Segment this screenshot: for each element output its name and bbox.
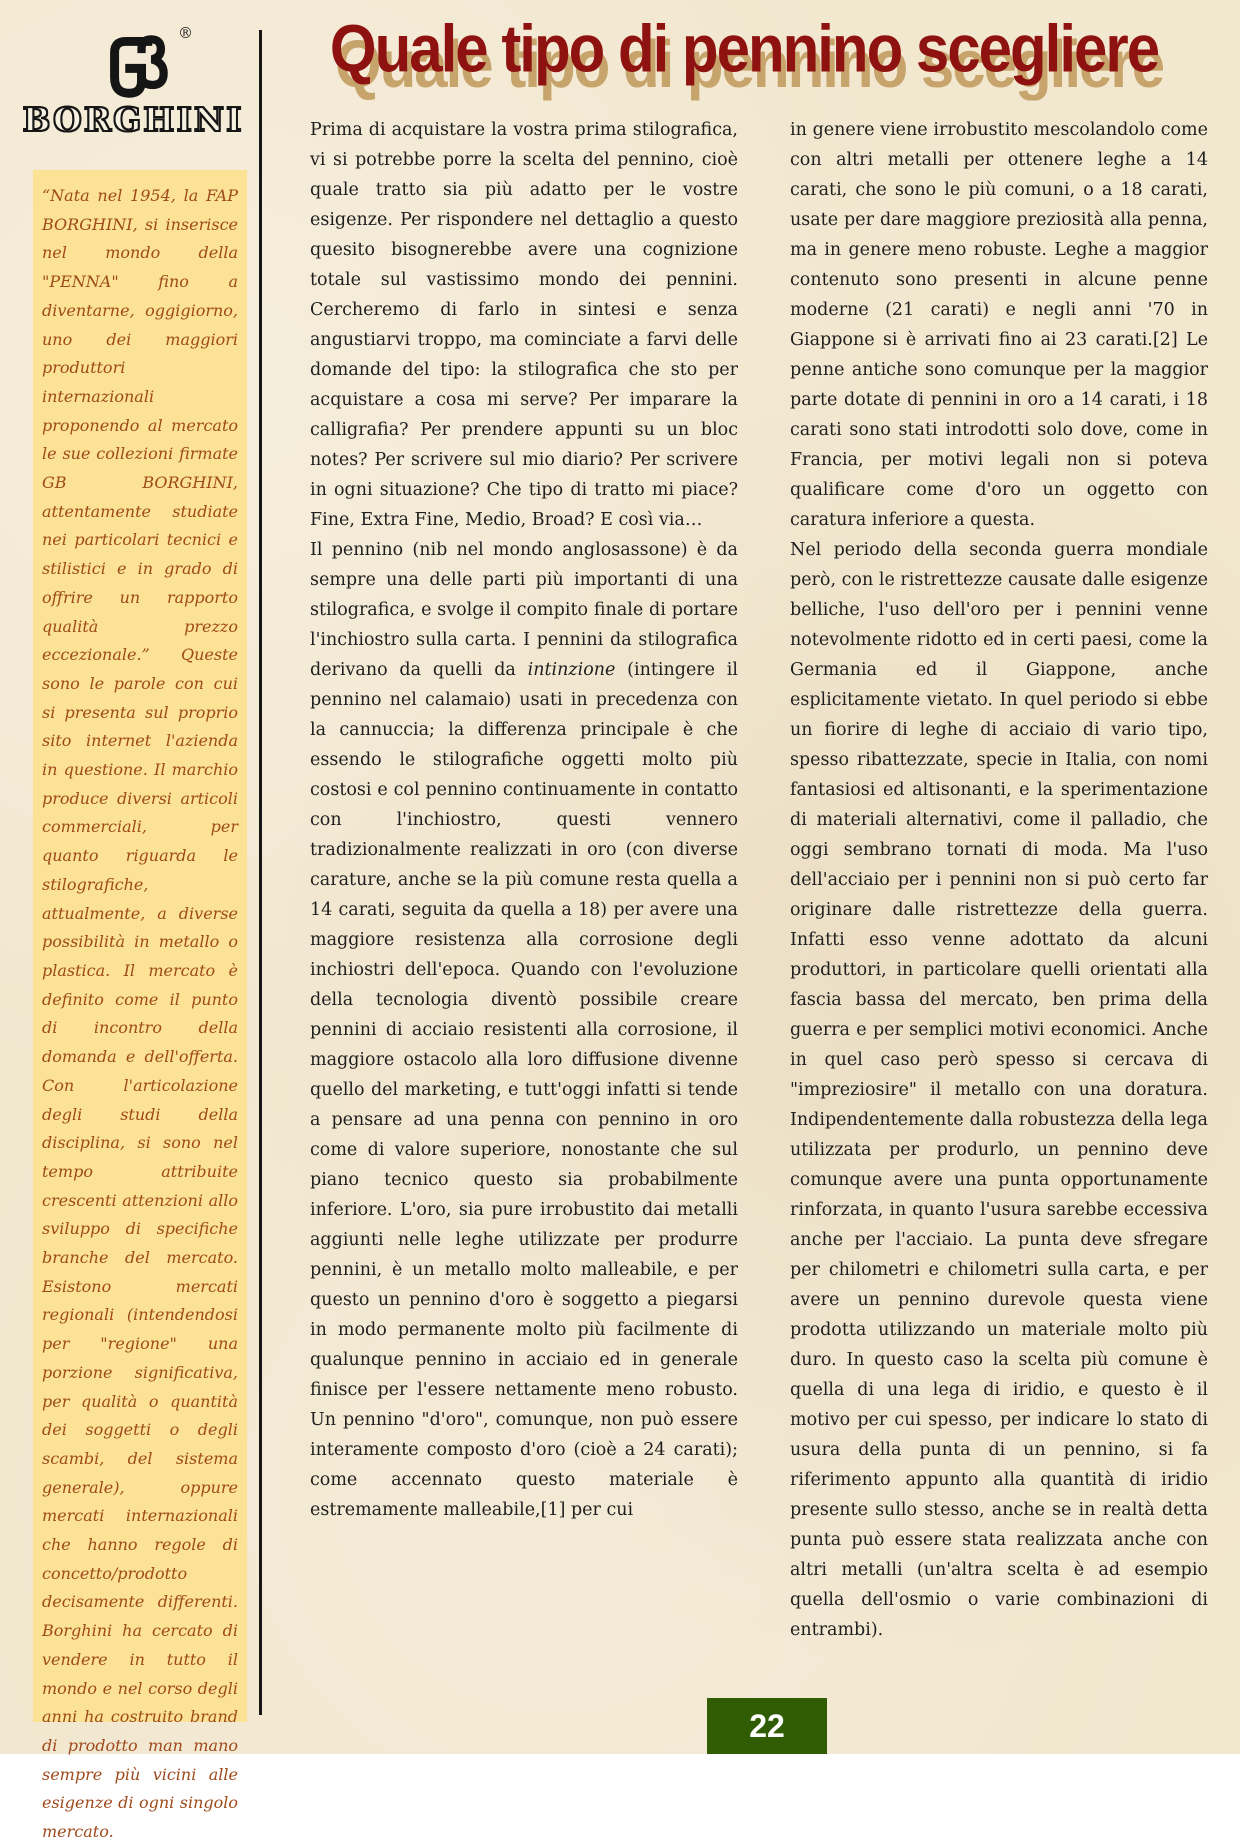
article-column-right xyxy=(790,115,1208,1645)
article-column-left xyxy=(310,115,738,1525)
paragraph-text: (intingere il pennino nel calamaio) usati in precedenza con la cannuccia; la differenza principale è che essendo le stilografiche oggetti molto più costosi e col pennino continuamente in contatto con l'inchiostro, questi vennero tradizionalmente realizzati in oro (con diverse carature, anche se la più comune resta quella a 14 carati, seguita da quella a 18) per avere una maggiore resistenza alla corrosione degli inchiostri dell'epoca. Quando con l'evoluzione della tecnologia diventò possibile creare pennini di acciaio resistenti alla corrosione, il maggiore ostacolo alla loro diffusione divenne quello del marketing, e tutt'oggi infatti si tende a pensare ad una penna con pennino in oro come di valore superiore, nonostante che sul piano tecnico questo sia probabilmente inferiore. L'oro, sia pure irrobustito dai metalli aggiunti nelle leghe utilizzate per produrre pennini, è un metallo molto malleabile, e per questo un pennino d'oro è soggetto a piegarsi in modo permanente molto più facilmente di qualunque pennino in acciaio ed in generale finisce per l'essere nettamente meno robusto. Un pennino "d'oro", comunque, non può essere interamente composto d'oro (cioè a 24 carati); come accennato questo materiale è estremamente malleabile,[1] per cui xyxy=(310,660,738,1520)
gb-monogram-icon xyxy=(98,26,174,108)
brand-wordmark: BORGHINI xyxy=(22,100,244,139)
paragraph: in genere viene irrobustito mescolandolo come con altri metalli per ottenere leghe a 14 carati, che sono le più comuni, o a 18 carati, usate per dare maggiore preziosità alla penna, ma in genere meno robuste. Leghe a maggior contenuto sono presenti in alcune penne moderne (21 carati) e negli anni '70 in Giappone si è arrivati fino ai 23 carati.[2] Le penne antiche sono comunque per la maggior parte dotate di pennini in oro a 14 carati, i 18 carati sono stati introdotti solo dove, come in Francia, per motivi legali non si poteva qualificare come d'oro un oggetto con caratura inferiore a questa. xyxy=(790,120,1208,530)
vertical-divider xyxy=(259,30,262,1715)
paragraph: Prima di acquistare la vostra prima stilografica, vi si potrebbe porre la scelta del pennino, cioè quale tratto sia più adatto per le vostre esigenze. Per rispondere nel dettaglio a questo quesito bisognerebbe avere una cognizione totale sul vastissimo mondo dei pennini. Cercheremo di farlo in sintesi e senza angustiarvi troppo, ma cominciate a farvi delle domande del tipo: la stilografica che sto per acquistare a cosa mi serve? Per imparare la calligrafia? Per prendere appunti su un bloc notes? Per scrivere sul mio diario? Per scrivere in ogni situazione? Che tipo di tratto mi piace? Fine, Extra Fine, Medio, Broad? E così via… xyxy=(310,120,738,530)
company-profile-text: “Nata nel 1954, la FAP BORGHINI, si inserisce nel mondo della "PENNA" fino a diventarne, oggigiorno, uno dei maggiori produttori internazionali proponendo al mercato le sue collezioni firmate GB BORGHINI, attentamente studiate nei particolari tecnici e stilistici e in grado di offrire un rapporto qualità prezzo eccezionale.” Queste sono le parole con cui si presenta sul proprio sito internet l'azienda in questione. Il marchio produce diversi articoli commerciali, per quanto riguarda le stilografiche, attualmente, a diverse possibilità in metallo o plastica. Il mercato è definito come il punto di incontro della domanda e dell'offerta. Con l'articolazione degli studi della disciplina, si sono nel tempo attribuite crescenti attenzioni allo sviluppo di specifiche branche del mercato. Esistono mercati regionali (intendendosi per "regione" una porzione significativa, per qualità o quantità dei soggetti o degli scambi, del sistema generale), oppure mercati internazionali che hanno regole di concetto/prodotto decisamente differenti. Borghini ha cercato di vendere in tutto il mondo e nel corso degli anni ha costruito brand di prodotto man mano sempre più vicini alle esigenze di ogni singolo mercato. xyxy=(42,186,238,1842)
paragraph: Nel periodo della seconda guerra mondiale però, con le ristrettezze causate dalle esigenze belliche, l'uso dell'oro per i pennini venne notevolmente ridotto ed in certi paesi, come la Germania ed il Giappone, anche esplicitamente vietato. In quel periodo si ebbe un fiorire di leghe di acciaio di vario tipo, spesso ribattezzate, specie in Italia, con nomi fantasiosi ed altisonanti, e la sperimentazione di materiali alternativi, come il palladio, che oggi sembrano tornati di moda. Ma l'uso dell'acciaio per i pennini non si può certo far originare dalle ristrettezze della guerra. Infatti esso venne adottato da alcuni produttori, in particolare quelli orientati alla fascia bassa del mercato, ben prima della guerra e per semplici motivi economici. Anche in quel caso però spesso si cercava di "impreziosire" il metallo con una doratura. Indipendentemente dalla robustezza della lega utilizzata per produrlo, un pennino deve comunque avere una punta opportunamente rinforzata, in quanto l'usura sarebbe eccessiva anche per l'acciaio. La punta deve sfregare per chilometri e chilometri sulla carta, e per avere un pennino durevole questa viene prodotta utilizzando un materiale molto più duro. In questo caso la scelta più comune è quella di una lega di iridio, e questo è il motivo per cui spesso, per indicare lo stato di usura della punta di un pennino, si fa riferimento appunto alla quantità di iridio presente sullo stesso, anche se in realtà detta punta può essere stata realizzata anche con altri metalli (un'altra scelta è ad esempio quella dell'osmio o varie combinazioni di entrambi). xyxy=(790,540,1208,1640)
page-number-badge: 22 xyxy=(707,1698,827,1754)
brand-block xyxy=(0,0,262,160)
paragraph-text: Il pennino (nib nel mondo anglosassone) è da sempre una delle parti più importanti di una stilografica, e svolge il compito finale di portare l'inchiostro sulla carta. I pennini da stilografica derivano da quelli da xyxy=(310,540,738,680)
company-profile-box xyxy=(33,170,247,1842)
paragraph xyxy=(310,535,738,1525)
page-title: Quale tipo di pennino scegliere xyxy=(329,10,1159,86)
registered-mark: ® xyxy=(178,24,193,42)
paragraph-italic-text: intinzione xyxy=(527,660,616,680)
